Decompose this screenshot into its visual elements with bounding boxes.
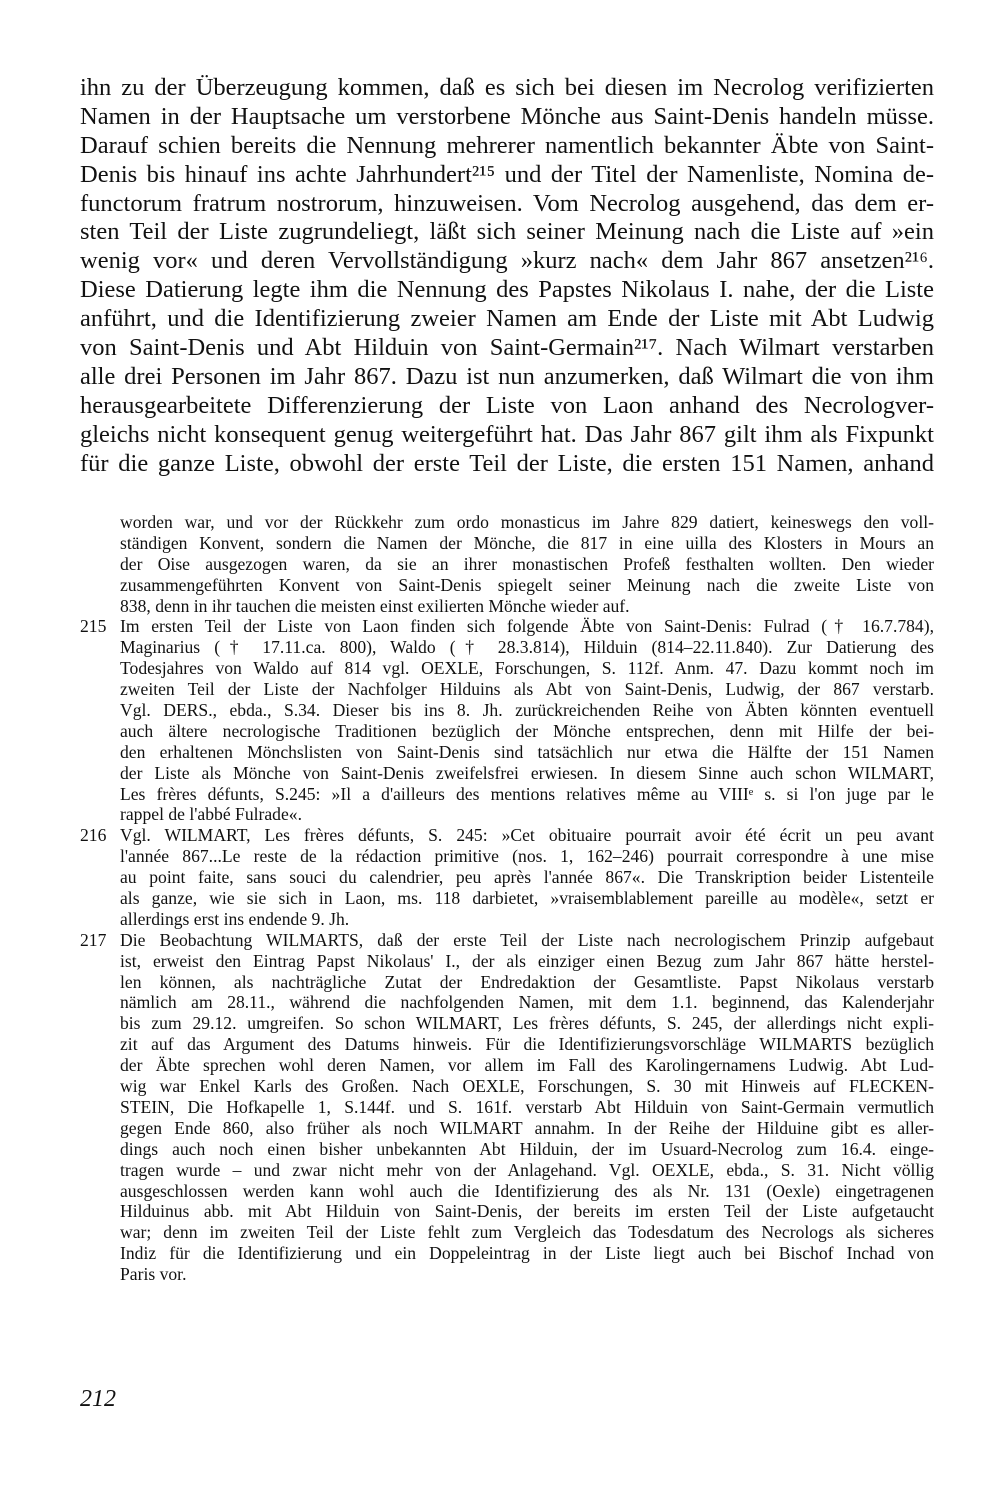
footnote-line: gegen Ende 860, also früher als noch WILMART annahm. In der Reihe der Hilduine gibt es aller- <box>120 1117 934 1138</box>
footnote-line: ist, erweist den Eintrag Papst Nikolaus' I., der als einziger einen Bezug zum Jahr 867 hätte herstel- <box>120 950 934 971</box>
footnote-number: 215 <box>80 616 107 637</box>
footnote-line: zusammengeführten Konvent von Saint-Denis spiegelt seiner Meinung nach die zweite Liste von <box>120 574 934 595</box>
main-text <box>80 74 934 478</box>
main-line: Darauf schien bereits die Nennung mehrerer namentlich bekannter Äbte von Saint- <box>80 131 934 159</box>
footnote-215 <box>80 616 934 825</box>
footnote-217 <box>80 930 934 1285</box>
main-line: für die ganze Liste, obwohl der erste Teil der Liste, die ersten 151 Namen, anhand <box>80 449 934 477</box>
footnote-line: Vgl. WILMART, Les frères défunts, S. 245: »Cet obituaire pourrait avoir été écrit un peu avant <box>120 825 934 846</box>
main-line: wenig vor« und deren Vervollständigung »kurz nach« dem Jahr 867 ansetzen²¹⁶. <box>80 247 934 275</box>
footnote-line: tragen wurde – und zwar nicht mehr von der Anlagehand. Vgl. OEXLE, ebda., S. 31. Nicht völlig <box>120 1159 934 1180</box>
footnotes <box>80 512 934 1285</box>
main-line: Namen in der Hauptsache um verstorbene Mönche aus Saint-Denis handeln müsse. <box>80 102 934 130</box>
footnote-line: zweiten Teil der Liste der Nachfolger Hilduins als Abt von Saint-Denis, Ludwig, der 867 verstarb. <box>120 679 934 700</box>
footnote-body <box>120 930 934 1285</box>
footnote-line: der Äbte sprechen wohl deren Namen, vor allem im Fall des Karolingernamens Ludwig. Abt Lud- <box>120 1055 934 1076</box>
footnote-body <box>120 825 934 929</box>
footnote-continuation <box>80 512 934 616</box>
footnote-line: Im ersten Teil der Liste von Laon finden sich folgende Äbte von Saint-Denis: Fulrad († 16.7.784), <box>120 616 934 637</box>
footnote-line: worden war, und vor der Rückkehr zum ordo monasticus im Jahre 829 datiert, keineswegs den voll- <box>120 512 934 532</box>
footnote-line: nämlich am 28.11., während die nachfolgenden Namen, mit dem 1.1. beginnend, das Kalenderjahr <box>120 992 934 1013</box>
main-line: alle drei Personen im Jahr 867. Dazu ist nun anzumerken, daß Wilmart die von ihm <box>80 362 934 390</box>
footnote-line: der Oise ausgezogen waren, da sie an ihrer monastischen Profeß festhalten wollten. Den wieder <box>120 553 934 574</box>
footnote-number: 216 <box>80 825 107 846</box>
footnote-line: Paris vor. <box>120 1264 187 1285</box>
footnote-line: dings auch noch einen bisher unbekannten Abt Hilduin, der im Usuard-Necrolog zum 16.4. einge- <box>120 1138 934 1159</box>
footnote-line: Vgl. DERS., ebda., S.34. Dieser bis ins 8. Jh. zurückreichenden Reihe von Äbten könnten eventuell <box>120 700 934 721</box>
footnote-line: Les frères défunts, S.245: »Il a d'ailleurs des mentions relatives même au VIIIᵉ s. si l'on juge par le <box>120 783 934 804</box>
footnote-line: wig war Enkel Karls des Großen. Nach OEXLE, Forschungen, S. 30 mit Hinweis auf FLECKEN- <box>120 1076 934 1097</box>
footnote-line: Indiz für die Identifizierung und ein Doppeleintrag in der Liste liegt auch bei Bischof Inchad von <box>120 1243 934 1264</box>
main-line: herausgearbeitete Differenzierung der Liste von Laon anhand des Necrologver- <box>80 391 934 419</box>
footnote-line: ausgeschlossen werden kann wohl auch die Identifizierung des als Nr. 131 (Oexle) eingetragenen <box>120 1180 934 1201</box>
footnote-line: Hilduinus abb. mit Abt Hilduin von Saint-Denis, der bereits im ersten Teil der Liste aufgetaucht <box>120 1201 934 1222</box>
main-line: Denis bis hinauf ins achte Jahrhundert²¹⁵ und der Titel der Namenliste, Nomina de- <box>80 160 934 188</box>
footnote-line: bis zum 29.12. umgreifen. So schon WILMART, Les frères défunts, S. 245, der allerdings nicht expli- <box>120 1013 934 1034</box>
page-number: 212 <box>80 1386 116 1412</box>
footnote-line: l'année 867...Le reste de la rédaction primitive (nos. 1, 162–246) pourrait correspondre à une mise <box>120 846 934 867</box>
main-line: sten Teil der Liste zugrundeliegt, läßt sich seiner Meinung nach die Liste auf »ein <box>80 218 934 246</box>
footnote-line: auch ältere necrologische Traditionen bezüglich der Mönche entsprechen, denn mit Hilfe der bei- <box>120 720 934 741</box>
main-line: functorum fratrum nostrorum, hinzuweisen. Vom Necrolog ausgehend, das dem er- <box>80 189 934 217</box>
footnote-line: der Liste als Mönche von Saint-Denis zweifelsfrei erwiesen. In diesem Sinne auch schon WILMART, <box>120 762 934 783</box>
footnote-line: Die Beobachtung WILMARTS, daß der erste Teil der Liste nach necrologischem Prinzip aufgebaut <box>120 929 934 950</box>
footnote-line: Maginarius († 17.11.ca. 800), Waldo († 28.3.814), Hilduin (814–22.11.840). Zur Datierung des <box>120 637 934 658</box>
main-line: gleichs nicht konsequent genug weitergeführt hat. Das Jahr 867 gilt ihm als Fixpunkt <box>80 420 934 448</box>
footnote-line: STEIN, Die Hofkapelle 1, S.144f. und S. 161f. verstarb Abt Hilduin von Saint-Germain vermutlich <box>120 1096 934 1117</box>
main-line: ihn zu der Überzeugung kommen, daß es sich bei diesen im Necrolog verifizierten <box>80 74 934 101</box>
main-line: Diese Datierung legte ihm die Nennung des Papstes Nikolaus I. nahe, der die Liste <box>80 276 934 304</box>
footnote-body <box>120 512 934 616</box>
footnote-number: 217 <box>80 929 107 950</box>
footnote-line: den erhaltenen Mönchslisten von Saint-Denis sind tatsächlich nur etwa die Hälfte der 151 Namen <box>120 741 934 762</box>
footnote-line: Todesjahres von Waldo auf 814 vgl. OEXLE, Forschungen, S. 112f. Anm. 47. Dazu kommt noch im <box>120 658 934 679</box>
main-line: von Saint-Denis und Abt Hilduin von Saint-Germain²¹⁷. Nach Wilmart verstarben <box>80 334 934 362</box>
footnote-line: ständigen Konvent, sondern die Namen der Mönche, die 817 in eine uilla des Klosters in Mours an <box>120 532 934 553</box>
footnote-216 <box>80 825 934 929</box>
main-line: anführt, und die Identifizierung zweier Namen am Ende der Liste mit Abt Ludwig <box>80 305 934 333</box>
footnote-line: als ganze, wie sie sich in Laon, ms. 118 darbietet, »vraisemblablement pareille au modèle«, setzt er <box>120 888 934 909</box>
footnote-line: allerdings erst ins endende 9. Jh. <box>120 908 350 929</box>
footnote-line: zit auf das Argument des Datums hinweis. Für die Identifizierungsvorschläge WILMARTS bezüglich <box>120 1034 934 1055</box>
footnote-line: war; denn im zweiten Teil der Liste fehlt zum Vergleich das Todesdatum des Necrologs als sicheres <box>120 1222 934 1243</box>
footnote-body <box>120 616 934 825</box>
footnote-line: len können, als nachträgliche Zutat der Endredaktion der Gesamtliste. Papst Nikolaus verstarb <box>120 971 934 992</box>
footnote-line: rappel de l'abbé Fulrade«. <box>120 804 302 825</box>
footnote-line: au point faite, sans souci du calendrier, peu après l'année 867«. Die Transkription beider Listenteile <box>120 867 934 888</box>
footnote-line: 838, denn in ihr tauchen die meisten einst exilierten Mönche wieder auf. <box>120 595 630 616</box>
